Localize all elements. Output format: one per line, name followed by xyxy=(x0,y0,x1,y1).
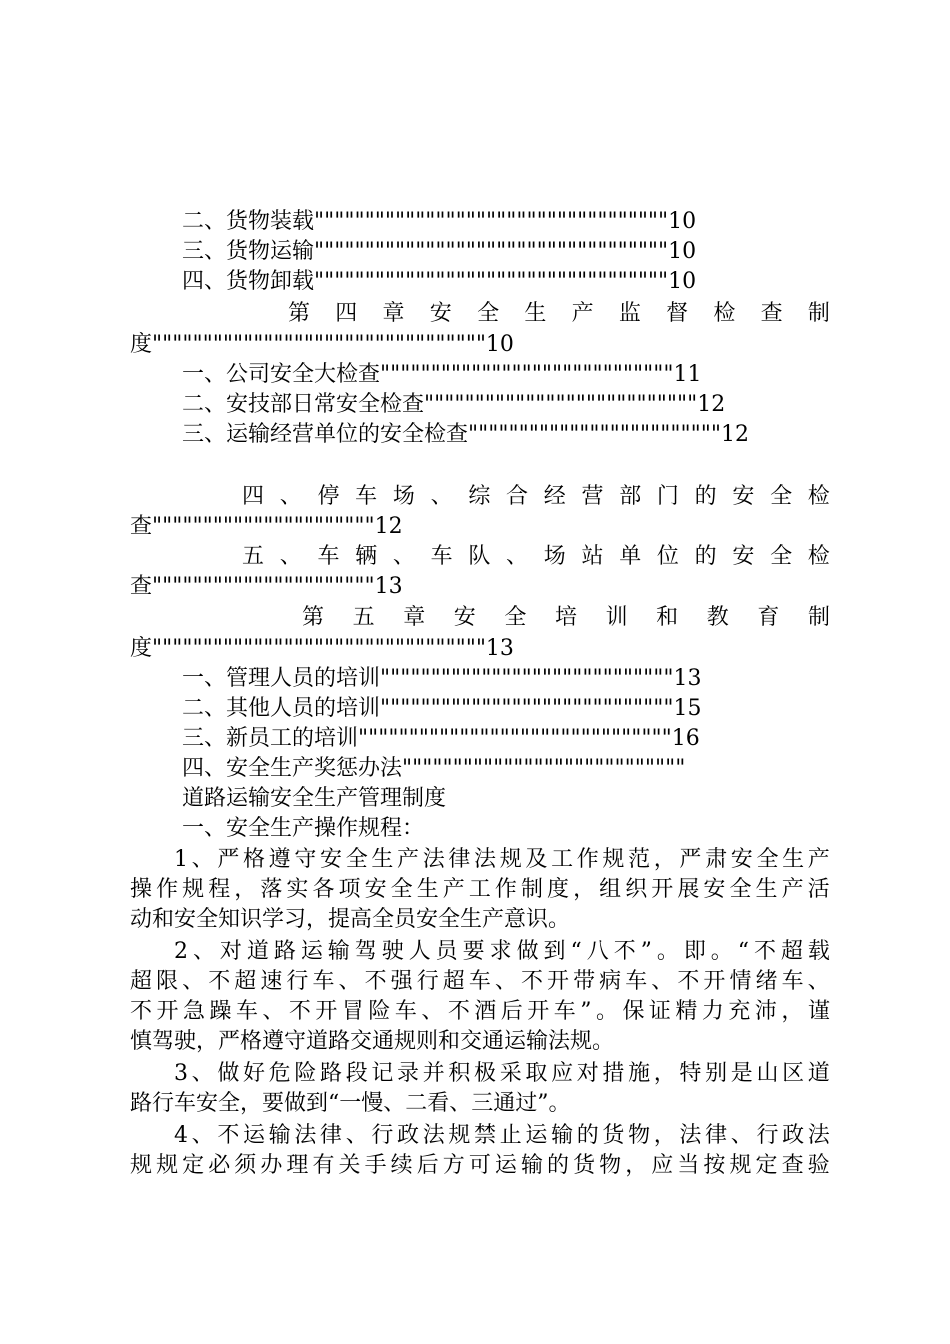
parking-inspection-char: 、 xyxy=(279,484,302,509)
section-heading: 一、安全生产操作规程： xyxy=(182,816,425,841)
chapter-4-char: 制 xyxy=(807,301,830,326)
chapter-4-char: 检 xyxy=(713,301,736,326)
chapter-5-char: 制 xyxy=(807,605,830,630)
chapter-4-char: 安 xyxy=(429,301,452,326)
paragraph-line: 动和安全知识学习，提高全员安全生产意识。 xyxy=(130,907,571,932)
paragraph-2 xyxy=(130,937,830,1057)
chapter-5-char: 培 xyxy=(554,605,577,630)
toc-chapter-4-line2: 度"""""""""""""""""""""""""""""""""10 xyxy=(130,332,514,357)
vehicle-inspection-char: 站 xyxy=(581,544,604,569)
vehicle-inspection-char: 安 xyxy=(732,544,755,569)
chapter-4-char: 查 xyxy=(760,301,783,326)
vehicle-inspection-char: 、 xyxy=(392,544,415,569)
toc-item-vehicle-inspection-line1 xyxy=(130,542,830,572)
vehicle-inspection-char: 辆 xyxy=(355,544,378,569)
vehicle-inspection-char: 车 xyxy=(430,544,453,569)
vehicle-inspection-char: 位 xyxy=(656,544,679,569)
parking-inspection-char: 停 xyxy=(317,484,340,509)
vehicle-inspection-char: 五 xyxy=(242,544,265,569)
chapter-4-char: 全 xyxy=(477,301,500,326)
paragraph-line: 超 限 、 不 超 速 行 车 、 不 强 行 超 车 、 不 开 带 病 车 、 不 开 情 绪 车 、 xyxy=(130,969,830,994)
chapter-5-char: 育 xyxy=(757,605,780,630)
vehicle-inspection-char: 全 xyxy=(770,544,793,569)
paragraph-line: 路行车安全，要做到“一慢、二看、三通过”。 xyxy=(130,1091,571,1116)
chapter-5-char: 第 xyxy=(302,605,325,630)
parking-inspection-char: 场 xyxy=(392,484,415,509)
toc-item-manager-training: 一、管理人员的培训"""""""""""""""""""""""""""""13 xyxy=(182,666,702,691)
toc-item-cargo-transport: 三、货物运输"""""""""""""""""""""""""""""""""""10 xyxy=(182,239,697,264)
chapter-5-char: 五 xyxy=(352,605,375,630)
vehicle-inspection-char: 队 xyxy=(468,544,491,569)
vehicle-inspection-char: 车 xyxy=(317,544,340,569)
paragraph-line: 1 、 严 格 遵 守 安 全 生 产 法 律 法 规 及 工 作 规 范 ， 严 肃 安 全 生 产 xyxy=(174,847,830,872)
toc-item-cargo-unloading: 四、货物卸载"""""""""""""""""""""""""""""""""""10 xyxy=(182,269,697,294)
parking-inspection-char: 的 xyxy=(694,484,717,509)
paragraph-3 xyxy=(130,1059,830,1119)
chapter-4-char: 章 xyxy=(382,301,405,326)
chapter-4-char: 生 xyxy=(524,301,547,326)
vehicle-inspection-char: 场 xyxy=(543,544,566,569)
toc-item-parking-inspection-line2: 查""""""""""""""""""""""12 xyxy=(130,514,403,539)
vehicle-inspection-char: 的 xyxy=(694,544,717,569)
paragraph-line: 不 开 急 躁 车 、 不 开 冒 险 车 、 不 酒 后 开 车 ” 。 保 证 精 力 充 沛 ， 谨 xyxy=(130,999,830,1024)
parking-inspection-char: 车 xyxy=(355,484,378,509)
parking-inspection-char: 综 xyxy=(468,484,491,509)
parking-inspection-char: 门 xyxy=(656,484,679,509)
parking-inspection-char: 四 xyxy=(242,484,265,509)
toc-item-daily-inspection: 二、安技部日常安全检查"""""""""""""""""""""""""""12 xyxy=(182,392,726,417)
chapter-5-char: 章 xyxy=(403,605,426,630)
paragraph-line: 3 、 做 好 危 险 路 段 记 录 并 积 极 采 取 应 对 措 施 ， 特 别 是 山 区 道 xyxy=(174,1061,830,1086)
toc-item-unit-inspection: 三、运输经营单位的安全检查"""""""""""""""""""""""""12 xyxy=(182,422,749,447)
toc-item-parking-inspection-line1 xyxy=(130,482,830,512)
chapter-4-char: 督 xyxy=(666,301,689,326)
chapter-4-char: 第 xyxy=(288,301,311,326)
parking-inspection-char: 合 xyxy=(506,484,529,509)
toc-item-other-training: 二、其他人员的培训"""""""""""""""""""""""""""""15 xyxy=(182,696,702,721)
toc-item-new-staff-training: 三、新员工的培训"""""""""""""""""""""""""""""""16 xyxy=(182,726,700,751)
vehicle-inspection-char: 单 xyxy=(619,544,642,569)
chapter-5-char: 和 xyxy=(656,605,679,630)
paragraph-line: 慎驾驶，严格遵守道路交通规则和交通运输法规。 xyxy=(130,1029,615,1054)
vehicle-inspection-char: 、 xyxy=(506,544,529,569)
chapter-4-char: 产 xyxy=(571,301,594,326)
parking-inspection-char: 检 xyxy=(807,484,830,509)
parking-inspection-char: 部 xyxy=(619,484,642,509)
toc-chapter-5-line2: 度"""""""""""""""""""""""""""""""""13 xyxy=(130,636,514,661)
chapter-4-char: 四 xyxy=(335,301,358,326)
paragraph-line: 4 、 不 运 输 法 律 、 行 政 法 规 禁 止 运 输 的 货 物 ， 法 律 、 行 政 法 xyxy=(174,1123,830,1148)
toc-chapter-4-line1 xyxy=(130,299,830,329)
parking-inspection-char: 、 xyxy=(430,484,453,509)
toc-item-vehicle-inspection-line2: 查""""""""""""""""""""""13 xyxy=(130,574,403,599)
toc-chapter-5-line1 xyxy=(130,603,830,633)
paragraph-line: 2 、 对 道 路 运 输 驾 驶 人 员 要 求 做 到 “ 八 不 ” 。 即 。 “ 不 超 载 xyxy=(174,939,830,964)
chapter-4-char: 监 xyxy=(618,301,641,326)
paragraph-line: 规 规 定 必 须 办 理 有 关 手 续 后 方 可 运 输 的 货 物 ， 应 当 按 规 定 查 验 xyxy=(130,1153,830,1178)
paragraph-4 xyxy=(130,1121,830,1181)
paragraph-line: 操 作 规 程 ， 落 实 各 项 安 全 生 产 工 作 制 度 ， 组 织 开 展 安 全 生 产 活 xyxy=(130,877,830,902)
chapter-5-char: 全 xyxy=(504,605,527,630)
parking-inspection-char: 营 xyxy=(581,484,604,509)
paragraph-1 xyxy=(130,845,830,935)
vehicle-inspection-char: 、 xyxy=(279,544,302,569)
chapter-5-char: 安 xyxy=(453,605,476,630)
toc-item-rewards: 四、安全生产奖惩办法"""""""""""""""""""""""""""" xyxy=(182,756,686,781)
toc-item-cargo-loading: 二、货物装载"""""""""""""""""""""""""""""""""""10 xyxy=(182,209,697,234)
chapter-5-char: 教 xyxy=(706,605,729,630)
chapter-5-char: 训 xyxy=(605,605,628,630)
parking-inspection-char: 经 xyxy=(543,484,566,509)
parking-inspection-char: 全 xyxy=(770,484,793,509)
toc-item-company-inspection: 一、公司安全大检查"""""""""""""""""""""""""""""11 xyxy=(182,362,702,387)
parking-inspection-char: 安 xyxy=(732,484,755,509)
document-title: 道路运输安全生产管理制度 xyxy=(182,786,447,811)
vehicle-inspection-char: 检 xyxy=(807,544,830,569)
